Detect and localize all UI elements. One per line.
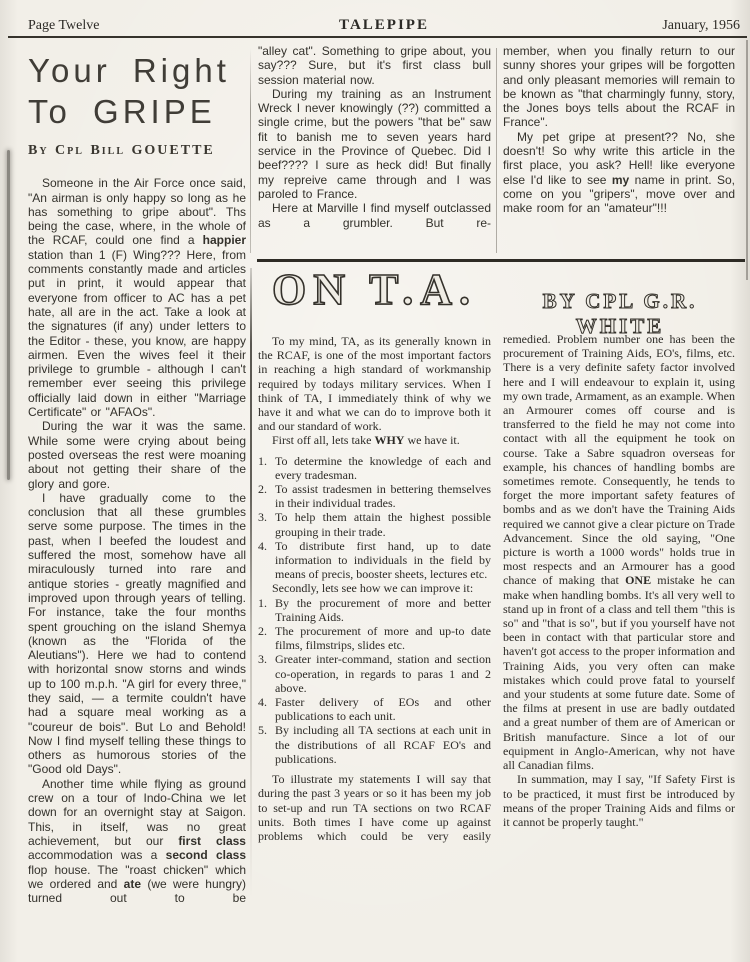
bold-text: ate (123, 876, 142, 891)
list-item (258, 539, 491, 582)
list-item (258, 510, 491, 538)
bold-text: WHY (374, 433, 405, 448)
body-text: I have gradually come to the conclusion that all these grumbles serve some purpose. The times in the past, when I beefed the loudest and suffered the most, somehow have all miraculously turned into rare and antique stories - greatly magnified and improved upon through years of telling. For instance, take the four months spent grouching on the island Shemya (known as the "Florida of the Aleutians"). Here we had to contend with horizontal snow storns and winds up to 100 m.p.h. "A girl for every three," they said, — a termite couldn't have had a square meal working as a "coureur de bois". But Lo and Behold! Now I find myself telling these things to others as humorous stories of the "Good old Days". (28, 490, 246, 777)
section-divider-rule (257, 259, 745, 262)
header-rule (8, 36, 747, 38)
bold-text: first class (178, 833, 246, 848)
list-item (258, 695, 491, 723)
bold-text: happier (202, 233, 246, 248)
body-text: we have it. (404, 433, 460, 448)
list-number: 2. (258, 482, 267, 497)
body-text: station than 1 (F) Wing??? Here, from comments constantly made and articles put in print, it would appear that everyone from officer to AC has a pet hate, all are in the act. Take a look at the signatures (if any) under letters to the Editor - these, you know, are happy airmen. Even the wives feel it their privilege to grumble - although I can't remember ever seeing this privilege officially laid down in either "Marriage Certificate" or "AFAOs". (28, 247, 246, 420)
paragraph (503, 332, 735, 772)
bold-text: my (611, 172, 630, 187)
list-number: 4. (258, 538, 267, 553)
paragraph (28, 419, 246, 490)
body-text: remedied. Problem number one has been the procurement of Training Aids, EO's, films, etc. There is a very definite safety factor involved here and I will endeavour to explain it, using my own trade, Armament, as an example. When an Armourer comes off course and is transferred to the field he may not come into contact with all the equipment he took on course. Take a Sabre squadron overseas for example, his chances of handling bombs are sometimes remote. Consequently, he tends to forget the more important safety features of bombs and as we don't have the Training Aids required we cannot give a clear picture on Trade Advancement. Since the old saying, "One picture is worth a 1000 words" holds true in most respects and an Armourer has a good chance of making that (503, 332, 735, 588)
body-text: accommodation was a (28, 848, 166, 863)
column-divider-1-top (250, 48, 251, 253)
paragraph (258, 87, 491, 201)
list-item (258, 596, 491, 624)
masthead (28, 17, 740, 34)
list-item (258, 454, 491, 482)
body-text: The procurement of more and up-to date films, filmstrips, slides etc. (275, 624, 491, 653)
article1-byline: By Cpl Bill GOUETTE (28, 143, 215, 158)
body-text: To help them attain the highest possible grouping in their trade. (275, 510, 491, 539)
list-number: 2. (258, 624, 267, 639)
body-text: During my training as an Instrument Wreck I never knowingly (??) committed a single crime, but the powers "that be" saw fit to banish me to seven years hard service in the Province of Quebec. Did I beef???? I sure as heck did! But finally my repreive came through and I was paroled to France. (258, 86, 491, 201)
column-divider-2-top (496, 48, 497, 253)
body-text: Faster delivery of EOs and other publications to each unit. (275, 695, 491, 724)
body-text: Someone in the Air Force once said, "An airman is only happy so long as he has something to gripe about". Ths being the case, where, in the whole of the RCAF, could one find a (28, 176, 246, 248)
scan-gutter-artifact (7, 150, 10, 480)
body-text: name in print. So, come on you "gripers", move over and make room for an "amateur"!!! (503, 172, 735, 216)
body-text: During the war it was the same. While some were crying about being posted overseas the rest were moaning about not getting their share of the glory and gore. (28, 419, 246, 491)
paragraph (258, 44, 491, 87)
bold-text: second class (165, 848, 247, 863)
body-text: (we were hungry) turned out to be (28, 876, 246, 906)
paragraph (28, 777, 246, 906)
list-number: 5. (258, 723, 267, 738)
list-number: 3. (258, 510, 267, 525)
body-text: Secondly, lets see how we can improve it: (272, 581, 474, 596)
body-text: By the procurement of more and better Training Aids. (275, 595, 491, 624)
body-text: Here at Marville I find myself outclassed as a grumbler. But re- (258, 201, 491, 230)
body-text: To assist tradesmen in bettering themselves in their individual trades. (275, 482, 491, 511)
body-text: My pet gripe at present?? No, she doesn't! So why write this article in the first place, you ask? Hell! like everyone else I'd like to see (503, 129, 735, 187)
body-text: To illustrate my statements I will say that during the past 3 years or so it has been my job to set-up and run TA sections on two RCAF units. Both times I have come up against problems which could be very easily (258, 772, 491, 843)
article1-column-1 (28, 50, 246, 905)
article2-title: ON T.A. (271, 265, 478, 314)
paragraph (503, 130, 735, 216)
body-text: member, when you finally return to our sunny shores your gripes will be forgotten and only pleasant memories will remain to be known as "that charmingly funny, story, the Jones boys tells about the RCAF in France". (503, 44, 735, 130)
article1-title-line1: Your Right (28, 52, 230, 89)
paragraph (258, 772, 491, 843)
body-text: "alley cat". Something to gripe about, you say??? Sure, but it's first class bull session material now. (258, 44, 491, 87)
body-text: flop house. The "roast chicken" which we ordered and (28, 862, 246, 891)
list-item (258, 652, 491, 695)
body-text: To distribute first hand, up to date information to individuals in the field by means of precis, booster sheets, lectures etc. (275, 538, 491, 582)
body-text: To my mind, TA, as its generally known in the RCAF, is one of the most important factors in reaching a high standard of workmanship required by todays military services. When I think of TA, I immediately think of why we have it and what we can do to improve both it and our standard of work. (258, 334, 491, 434)
body-text: Another time while flying as ground crew on a tour of Indo-China we let down for an overnight stay at Saigon. This, in itself, was no great achievement, but our (28, 776, 246, 848)
body-text: To determine the knowledge of each and every tradesman. (275, 453, 491, 482)
paragraph (258, 433, 491, 447)
body-text: Greater inter-command, station and section co-operation, in regards to paras 1 and 2 above. (275, 652, 491, 695)
article2-byline: BY CPL G.R. WHITE (542, 289, 698, 338)
paragraph (503, 44, 735, 130)
issue-date: January, 1956 (662, 18, 740, 33)
paragraph (258, 334, 491, 433)
list-number: 1. (258, 453, 267, 468)
body-text: By including all TA sections at each unit in the distributions of all RCAF EO's and publications. (275, 723, 491, 766)
article2-column-2 (503, 332, 735, 829)
body-text: mistake he can make when handling bombs. It's all very well to stand up in front of a class and tell them "this is so" and "that is so", but if you yourself have not been in contact with that particular store and haven't got access to the proper information and Training Aids, you very often can make mistakes which could prove fatal to yourself and your students at some future date. Some of the films at present in use are badly outdated and a great number of them are of American or British manufacture. Since a lot of our equipment in Anglo-American, why not have all Canadian films. (503, 573, 735, 773)
paragraph (503, 772, 735, 829)
paragraph (28, 491, 246, 777)
body-text: First off all, lets take (272, 433, 375, 448)
article1-column-2 (258, 44, 491, 230)
list-item (258, 624, 491, 652)
list-item (258, 723, 491, 766)
body-text: In summation, may I say, "If Safety First is to be practiced, it must first be introduced by means of the proper Training Aids and films or it cannot be properly taught." (503, 772, 735, 829)
column-divider-1-bottom (250, 268, 252, 898)
list-number: 4. (258, 695, 267, 710)
list-number: 1. (258, 595, 267, 610)
scan-edge-artifact (746, 40, 748, 280)
list-number: 3. (258, 652, 267, 667)
article1-column-3 (503, 44, 735, 216)
article2-column-1 (258, 334, 491, 843)
paragraph (28, 176, 246, 419)
page-number-label: Page Twelve (28, 18, 100, 33)
paragraph (258, 581, 491, 595)
article1-column-1-text (28, 176, 246, 905)
list-item (258, 482, 491, 510)
paragraph (258, 201, 491, 230)
masthead-title: TALEPIPE (339, 17, 429, 33)
bold-text: ONE (625, 573, 652, 588)
article1-title-line2: To GRIPE (28, 93, 216, 130)
